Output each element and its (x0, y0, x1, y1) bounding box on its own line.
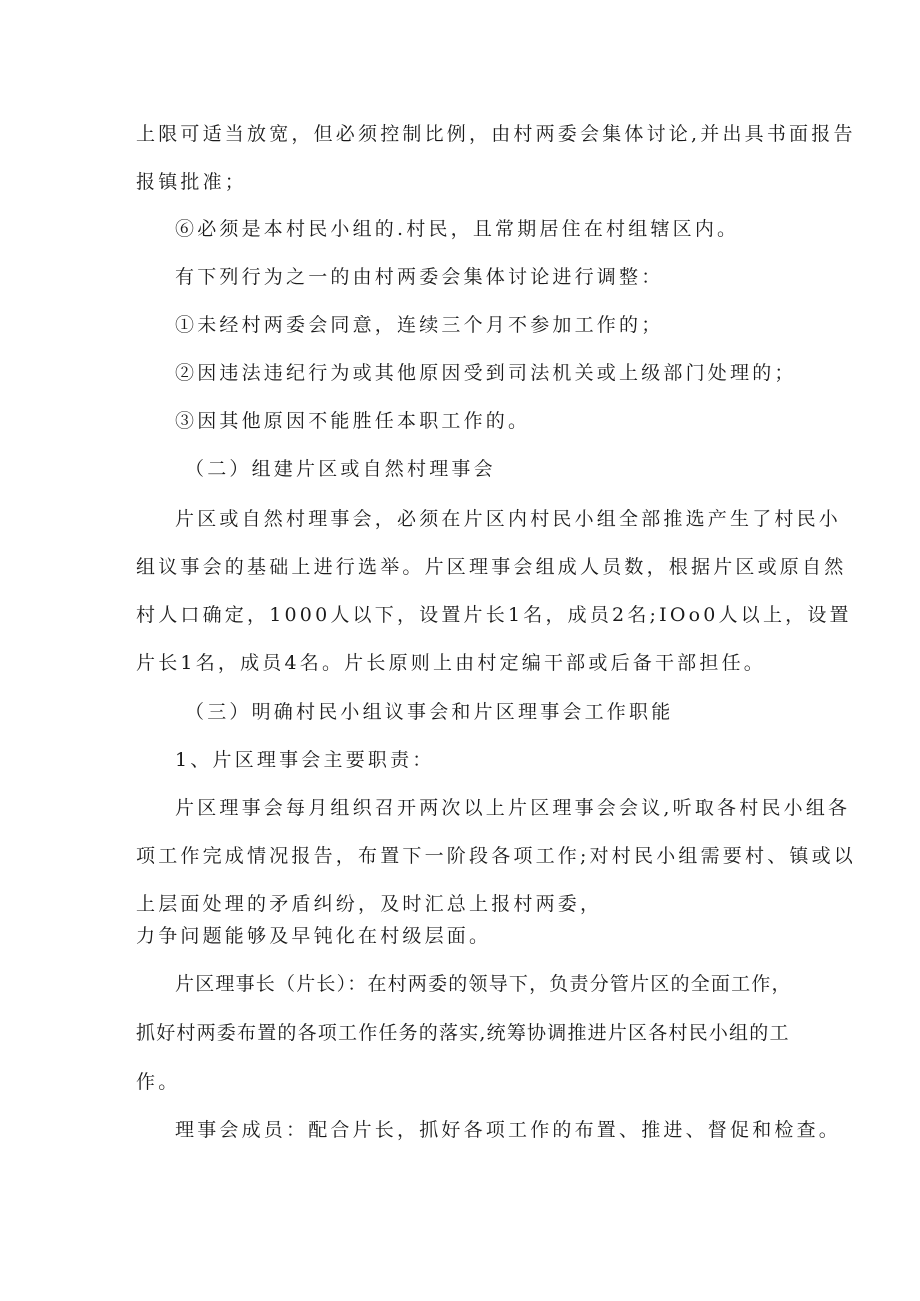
paragraph-line: 项工作完成情况报告，布置下一阶段各项工作;对村民小组需要村、镇或以 (136, 845, 857, 867)
paragraph-line: 片区理事会每月组织召开两次以上片区理事会会议,听取各村民小组各 (175, 797, 851, 819)
subsection-heading: 1、片区理事会主要职责： (175, 749, 435, 771)
list-item: ③因其他原因不能胜任本职工作的。 (175, 410, 531, 432)
paragraph-line: 组议事会的基础上进行选举。片区理事会组成人员数，根据片区或原自然 (136, 556, 847, 578)
list-item: ⑥必须是本村民小组的.村民，且常期居住在村组辖区内。 (175, 218, 740, 240)
paragraph-line: 理事会成员：配合片长，抓好各项工作的布置、推进、督促和检查。 (175, 1119, 842, 1141)
section-heading: （三）明确村民小组议事会和片区理事会工作职能 (185, 701, 674, 723)
paragraph-line: 片长1名，成员4名。片长原则上由村定编干部或后备干部担任。 (136, 652, 766, 674)
list-item: ②因违法违纪行为或其他原因受到司法机关或上级部门处理的； (175, 362, 797, 384)
paragraph-line: 报镇批准； (136, 171, 248, 193)
paragraph-line: 片区或自然村理事会，必须在片区内村民小组全部推选产生了村民小 (175, 508, 842, 530)
list-item: ①未经村两委会同意，连续三个月不参加工作的； (175, 314, 664, 336)
paragraph-line: 上层面处理的矛盾纠纷，及时汇总上报村两委， (136, 893, 603, 915)
paragraph-line: 有下列行为之一的由村两委会集体讨论进行调整： (175, 266, 664, 288)
paragraph-line: 村人口确定，1000人以下，设置片长1名，成员2名;IOo0人以上，设置 (136, 604, 852, 626)
paragraph-line: 上限可适当放宽，但必须控制比例，由村两委会集体讨论,并出具书面报告 (136, 123, 856, 145)
section-heading: （二）组建片区或自然村理事会 (185, 458, 496, 480)
paragraph-line: 抓好村两委布置的各项工作任务的落实,统筹协调推进片区各村民小组的工 (136, 1022, 790, 1044)
paragraph-line: 作。 (136, 1071, 181, 1093)
paragraph-line: 片区理事长（片长）：在村两委的领导下，负责分管片区的全面工作， (175, 973, 792, 995)
paragraph-line: 力争问题能够及早钝化在村级层面。 (136, 925, 492, 947)
